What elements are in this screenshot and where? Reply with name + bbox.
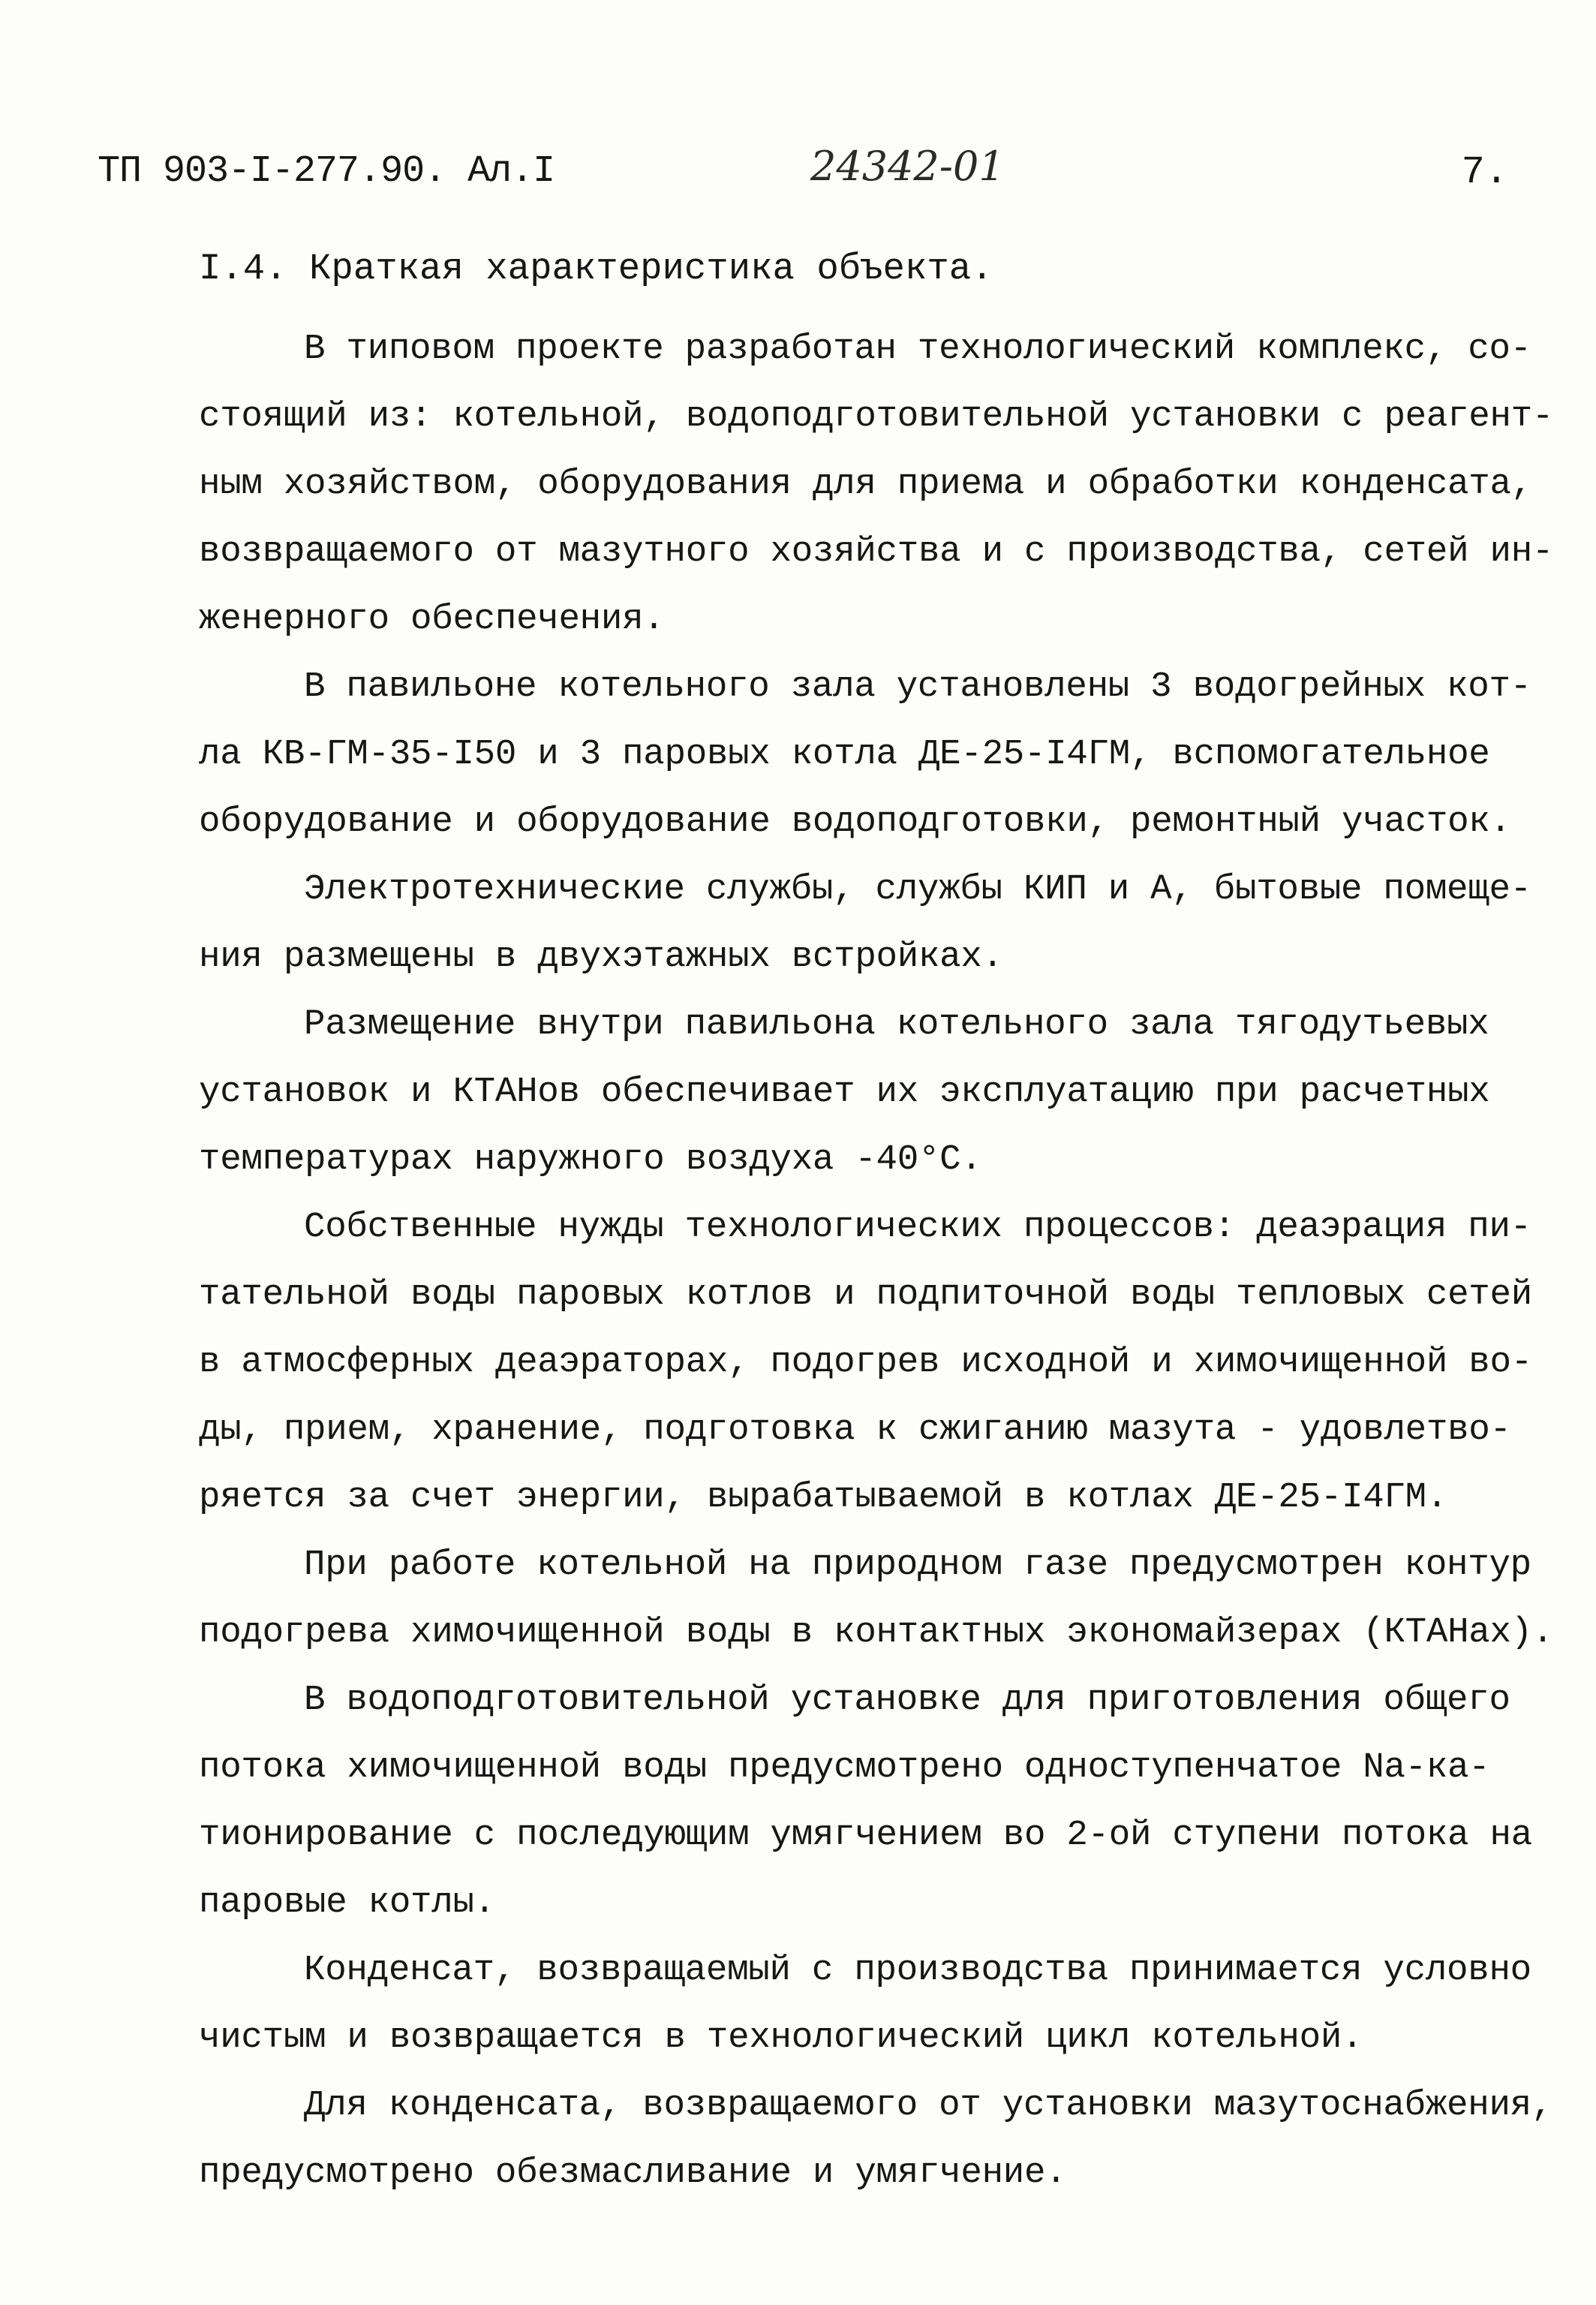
paragraph-line: установок и КТАНов обеспечивает их эксплуатацию при расчетных bbox=[199, 1072, 1490, 1112]
paragraph-line: тательной воды паровых котлов и подпиточной воды тепловых сетей bbox=[199, 1274, 1532, 1315]
handwritten-number: 24342-01 bbox=[810, 143, 1005, 190]
section-heading: I.4. Краткая характеристика объекта. bbox=[199, 248, 993, 290]
paragraph-line: ла КВ-ГМ-35-I50 и 3 паровых котла ДЕ-25-I4ГМ, вспомогательное bbox=[199, 734, 1490, 775]
paragraph-line: В павильоне котельного зала установлены 3 водогрейных кот- bbox=[304, 667, 1531, 707]
paragraph-line: Для конденсата, возвращаемого от установки мазутоснабжения, bbox=[304, 2085, 1553, 2126]
paragraph-line: Собственные нужды технологических процессов: деаэрация пи- bbox=[304, 1207, 1531, 1247]
document-code: ТП 903-I-277.90. Ал.I bbox=[98, 150, 555, 193]
paragraph-line: женерного обеспечения. bbox=[199, 599, 665, 639]
paragraph-line: При работе котельной на природном газе предусмотрен контур bbox=[304, 1545, 1531, 1585]
page-number: 7. bbox=[1461, 150, 1508, 194]
paragraph-line: предусмотрено обезмасливание и умягчение. bbox=[199, 2153, 1067, 2193]
paragraph-line: Электротехнические службы, службы КИП и А, бытовые помеще- bbox=[304, 869, 1531, 910]
paragraph-line: Конденсат, возвращаемый с производства принимается условно bbox=[304, 1950, 1531, 1991]
paragraph-line: потока химочищенной воды предусмотрено одноступенчатое Nа-ка- bbox=[199, 1747, 1490, 1788]
body-text bbox=[199, 315, 1554, 2207]
paragraph-line: В типовом проекте разработан технологический комплекс, со- bbox=[304, 329, 1531, 369]
paragraph-line: стоящий из: котельной, водоподготовительной установки с реагент- bbox=[199, 396, 1554, 437]
paragraph-line: В водоподготовительной установке для приготовления общего bbox=[304, 1680, 1510, 1720]
paragraph-line: ния размещены в двухэтажных встройках. bbox=[199, 937, 1003, 977]
paragraph-line: температурах наружного воздуха -40°С. bbox=[199, 1139, 982, 1180]
paragraph-line: паровые котлы. bbox=[199, 1882, 495, 1923]
paragraph-line: ряется за счет энергии, вырабатываемой в котлах ДЕ-25-I4ГМ. bbox=[199, 1477, 1448, 1518]
paragraph-line: тионирование с последующим умягчением во 2-ой ступени потока на bbox=[199, 1815, 1532, 1855]
paragraph-line: ным хозяйством, оборудования для приема и обработки конденсата, bbox=[199, 464, 1532, 504]
paragraph-line: оборудование и оборудование водоподготовки, ремонтный участок. bbox=[199, 802, 1511, 842]
paragraph-line: подогрева химочищенной воды в контактных экономайзерах (КТАНах). bbox=[199, 1612, 1554, 1653]
paragraph-line: возвращаемого от мазутного хозяйства и с производства, сетей ин- bbox=[199, 531, 1554, 572]
paragraph-line: чистым и возвращается в технологический цикл котельной. bbox=[199, 2018, 1363, 2058]
paragraph-line: Размещение внутри павильона котельного зала тягодутьевых bbox=[304, 1004, 1489, 1045]
paragraph-line: ды, прием, хранение, подготовка к сжиганию мазута - удовлетво- bbox=[199, 1410, 1511, 1450]
paragraph-line: в атмосферных деаэраторах, подогрев исходной и химочищенной во- bbox=[199, 1342, 1532, 1383]
page-header bbox=[98, 143, 1508, 210]
